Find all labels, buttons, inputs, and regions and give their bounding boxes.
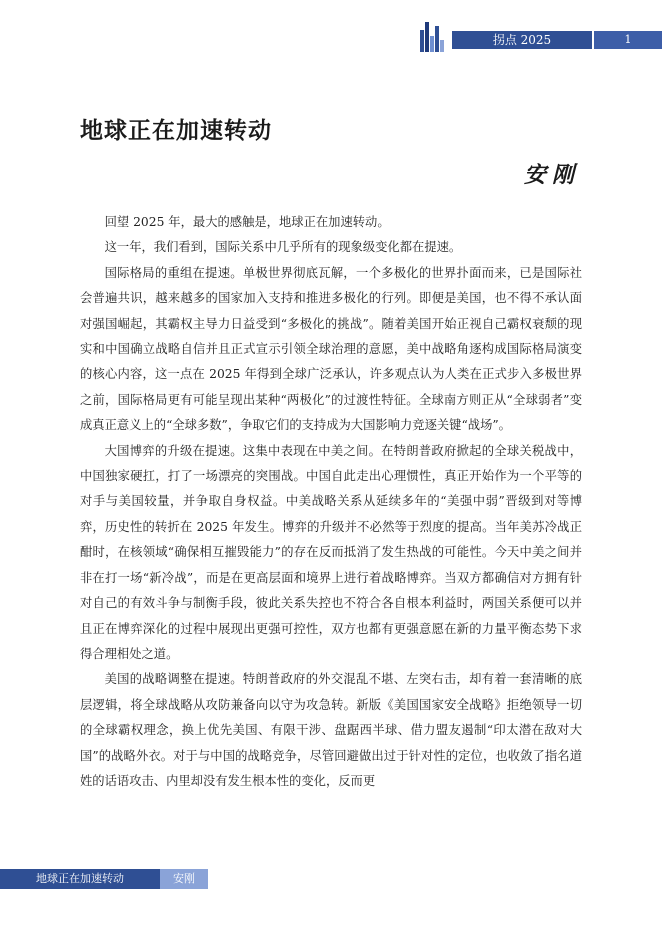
paragraph: 美国的战略调整在提速。特朗普政府的外交混乱不堪、左突右击，却有着一套清晰的底层逻辑，将全球战略从攻防兼备向以守为攻急转。新版《美国国家安全战略》拒绝领导一切的全球霸权理念，换上优先美国、有限干涉、盘踞西半球、借力盟友遏制“印太潜在敌对大国”的战略外衣。对于与中国的战略竞争，尽管回避做出过于针对性的定位，也收敛了指名道姓的话语攻击、内里却没有发生根本性的变化，反而更	[80, 672, 582, 788]
paragraph: 这一年，我们看到，国际关系中几乎所有的现象级变化都在提速。	[104, 240, 462, 255]
paragraph: 回望 2025 年，最大的感触是，地球正在加速转动。	[104, 215, 390, 229]
paragraph: 大国博弈的升级在提速。这集中表现在中美之间。在特朗普政府掀起的全球关税战中，中国独家硬扛，打了一场漂亮的突围战。中国自此走出心理惯性，真正开始作为一个平等的对手与美国较量，并争取自身权益。中美战略关系从延续多年的“美强中弱”晋级到对等博弈，历史性的转折在 2025 年发生。博弈的升级并不必然等于烈度的提高。当年美苏冷战正酣时，在核领域“确保相互摧毁能力”的存在反而抵消了发生热战的可能性。今天中美之间并非在打一场“新冷战”，而是在更高层面和境界上进行着战略博弈。当双方都确信对方拥有针对自己的有效斗争与制衡手段，彼此关系失控也不符合各自根本利益时，两国关系便可以并且正在博弈深化的过程中展现出更强可控性，双方也都有更强意愿在新的力量平衡态势下求得合理相处之道。	[80, 443, 582, 661]
header-section-label: 拐点 2025	[452, 31, 592, 49]
page-number: 1	[594, 31, 662, 49]
article-body	[80, 210, 582, 794]
footer-title: 地球正在加速转动	[0, 869, 160, 889]
article-author: 安刚	[523, 162, 580, 188]
footer-author: 安刚	[160, 869, 208, 889]
bar-logo-icon	[420, 20, 446, 52]
paragraph: 国际格局的重组在提速。单极世界彻底瓦解，一个多极化的世界扑面而来，已是国际社会普遍共识，越来越多的国家加入支持和推进多极化的行列。即便是美国，也不得不承认面对强国崛起，其霸权主导力日益受到“多极化的挑战”。随着美国开始正视自己霸权衰颓的现实和中国确立战略自信并且正式宣示引领全球治理的意愿，美中战略角逐构成国际格局演变的核心内容，这一点在 2025 年得到全球广泛承认，许多观点认为人类在正式步入多极世界之前，国际格局更有可能呈现出某种“两极化”的过渡性特征。全球南方则正从“全球弱者”变成真正意义上的“全球多数”，争取它们的支持成为大国影响力竞逐关键“战场”。	[80, 265, 582, 433]
footer	[0, 869, 208, 889]
article-title: 地球正在加速转动	[80, 117, 272, 144]
